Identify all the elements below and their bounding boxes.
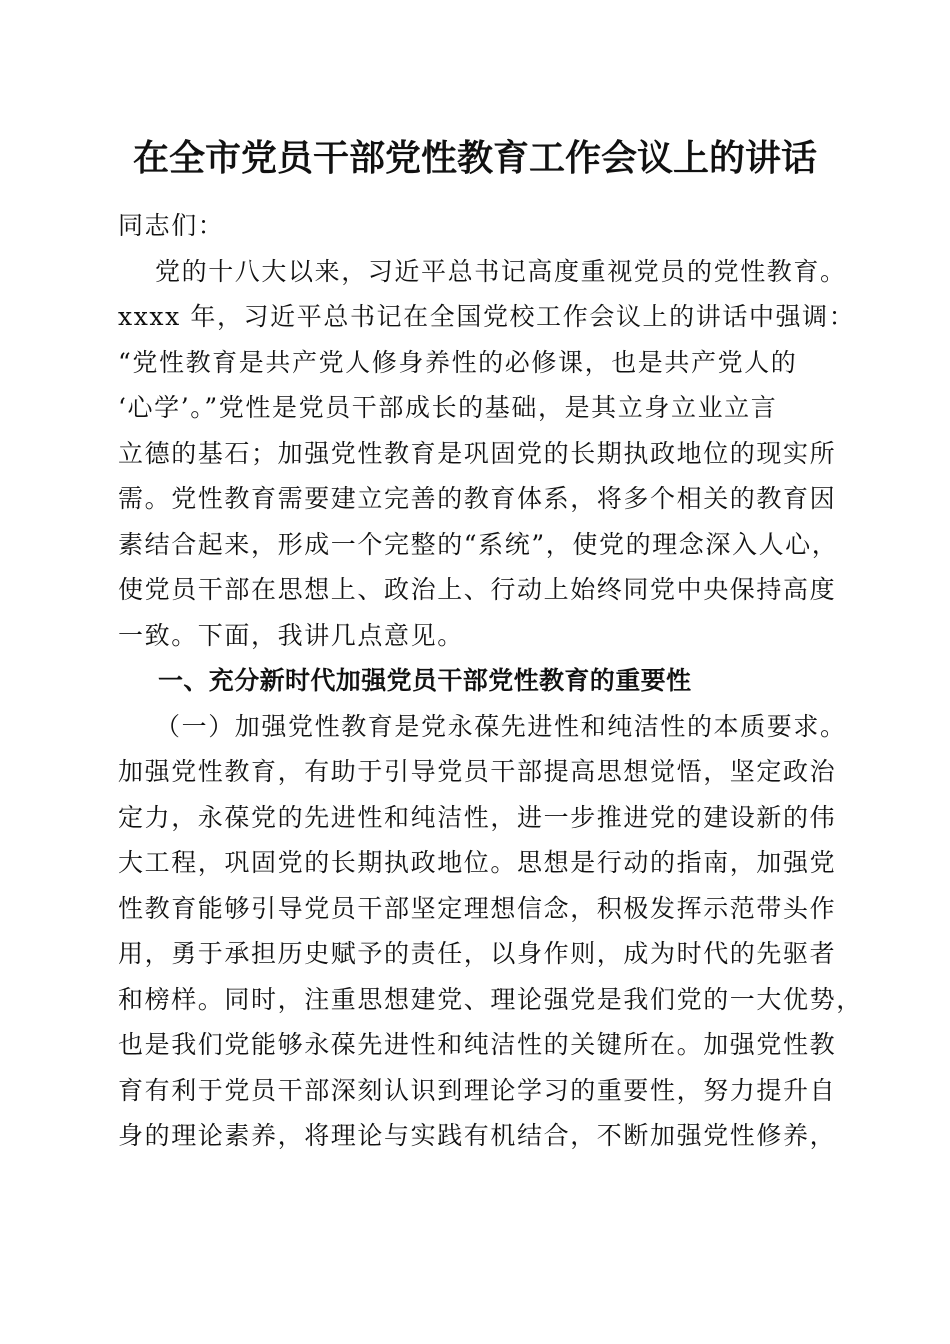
paragraph-1-line: 一致。下面，我讲几点意见。	[118, 620, 464, 650]
paragraph-2-line: 和榜样。同时，注重思想建党、理论强党是我们党的一大优势，	[118, 984, 863, 1014]
paragraph-2-line: 也是我们党能够永葆先进性和纯洁性的关键所在。加强党性教	[118, 1030, 837, 1059]
paragraph-1-line: ‘心学’。”党性是党员干部成长的基础，是其立身立业立言	[118, 393, 778, 422]
paragraph-1-line: 党的十八大以来，习近平总书记高度重视党员的党性教育。	[155, 256, 847, 286]
paragraph-1-line: xxxx 年，习近平总书记在全国党校工作会议上的讲话中强调：	[118, 302, 856, 331]
paragraph-1-line: 立德的基石；加强党性教育是巩固党的长期执政地位的现实所	[118, 438, 837, 468]
subsection-heading: （一）加强党性教育是党永葆先进性和纯洁性的本质要求。	[155, 711, 847, 741]
paragraph-2-line: 性教育能够引导党员干部坚定理想信念，积极发挥示范带头作	[118, 893, 837, 923]
paragraph-2-line: 用，勇于承担历史赋予的责任，以身作则，成为时代的先驱者	[118, 939, 837, 968]
paragraph-1-line: 使党员干部在思想上、政治上、行动上始终同党中央保持高度	[118, 575, 837, 604]
document-title: 在全市党员干部党性教育工作会议上的讲话	[132, 137, 817, 179]
paragraph-2-line: 身的理论素养，将理论与实践有机结合，不断加强党性修养，	[118, 1121, 837, 1150]
paragraph-1-line: 需。党性教育需要建立完善的教育体系，将多个相关的教育因	[118, 484, 837, 513]
section-heading: 一、充分新时代加强党员干部党性教育的重要性	[158, 666, 692, 695]
paragraph-2-line: 加强党性教育，有助于引导党员干部提高思想觉悟，坚定政治	[118, 757, 837, 786]
paragraph-2-line: 大工程，巩固党的长期执政地位。思想是行动的指南，加强党	[118, 848, 837, 877]
document-body	[118, 203, 863, 1159]
paragraph-2-line: 定力，永葆党的先进性和纯洁性，进一步推进党的建设新的伟	[118, 802, 837, 832]
paragraph-2-line: 育有利于党员干部深刻认识到理论学习的重要性，努力提升自	[118, 1075, 837, 1105]
paragraph-1-line: 素结合起来，形成一个完整的“系统”，使党的理念深入人心，	[118, 529, 839, 559]
paragraph-1-line: “党性教育是共产党人修身养性的必修课，也是共产党人的	[118, 347, 798, 377]
salutation: 同志们：	[118, 211, 225, 240]
